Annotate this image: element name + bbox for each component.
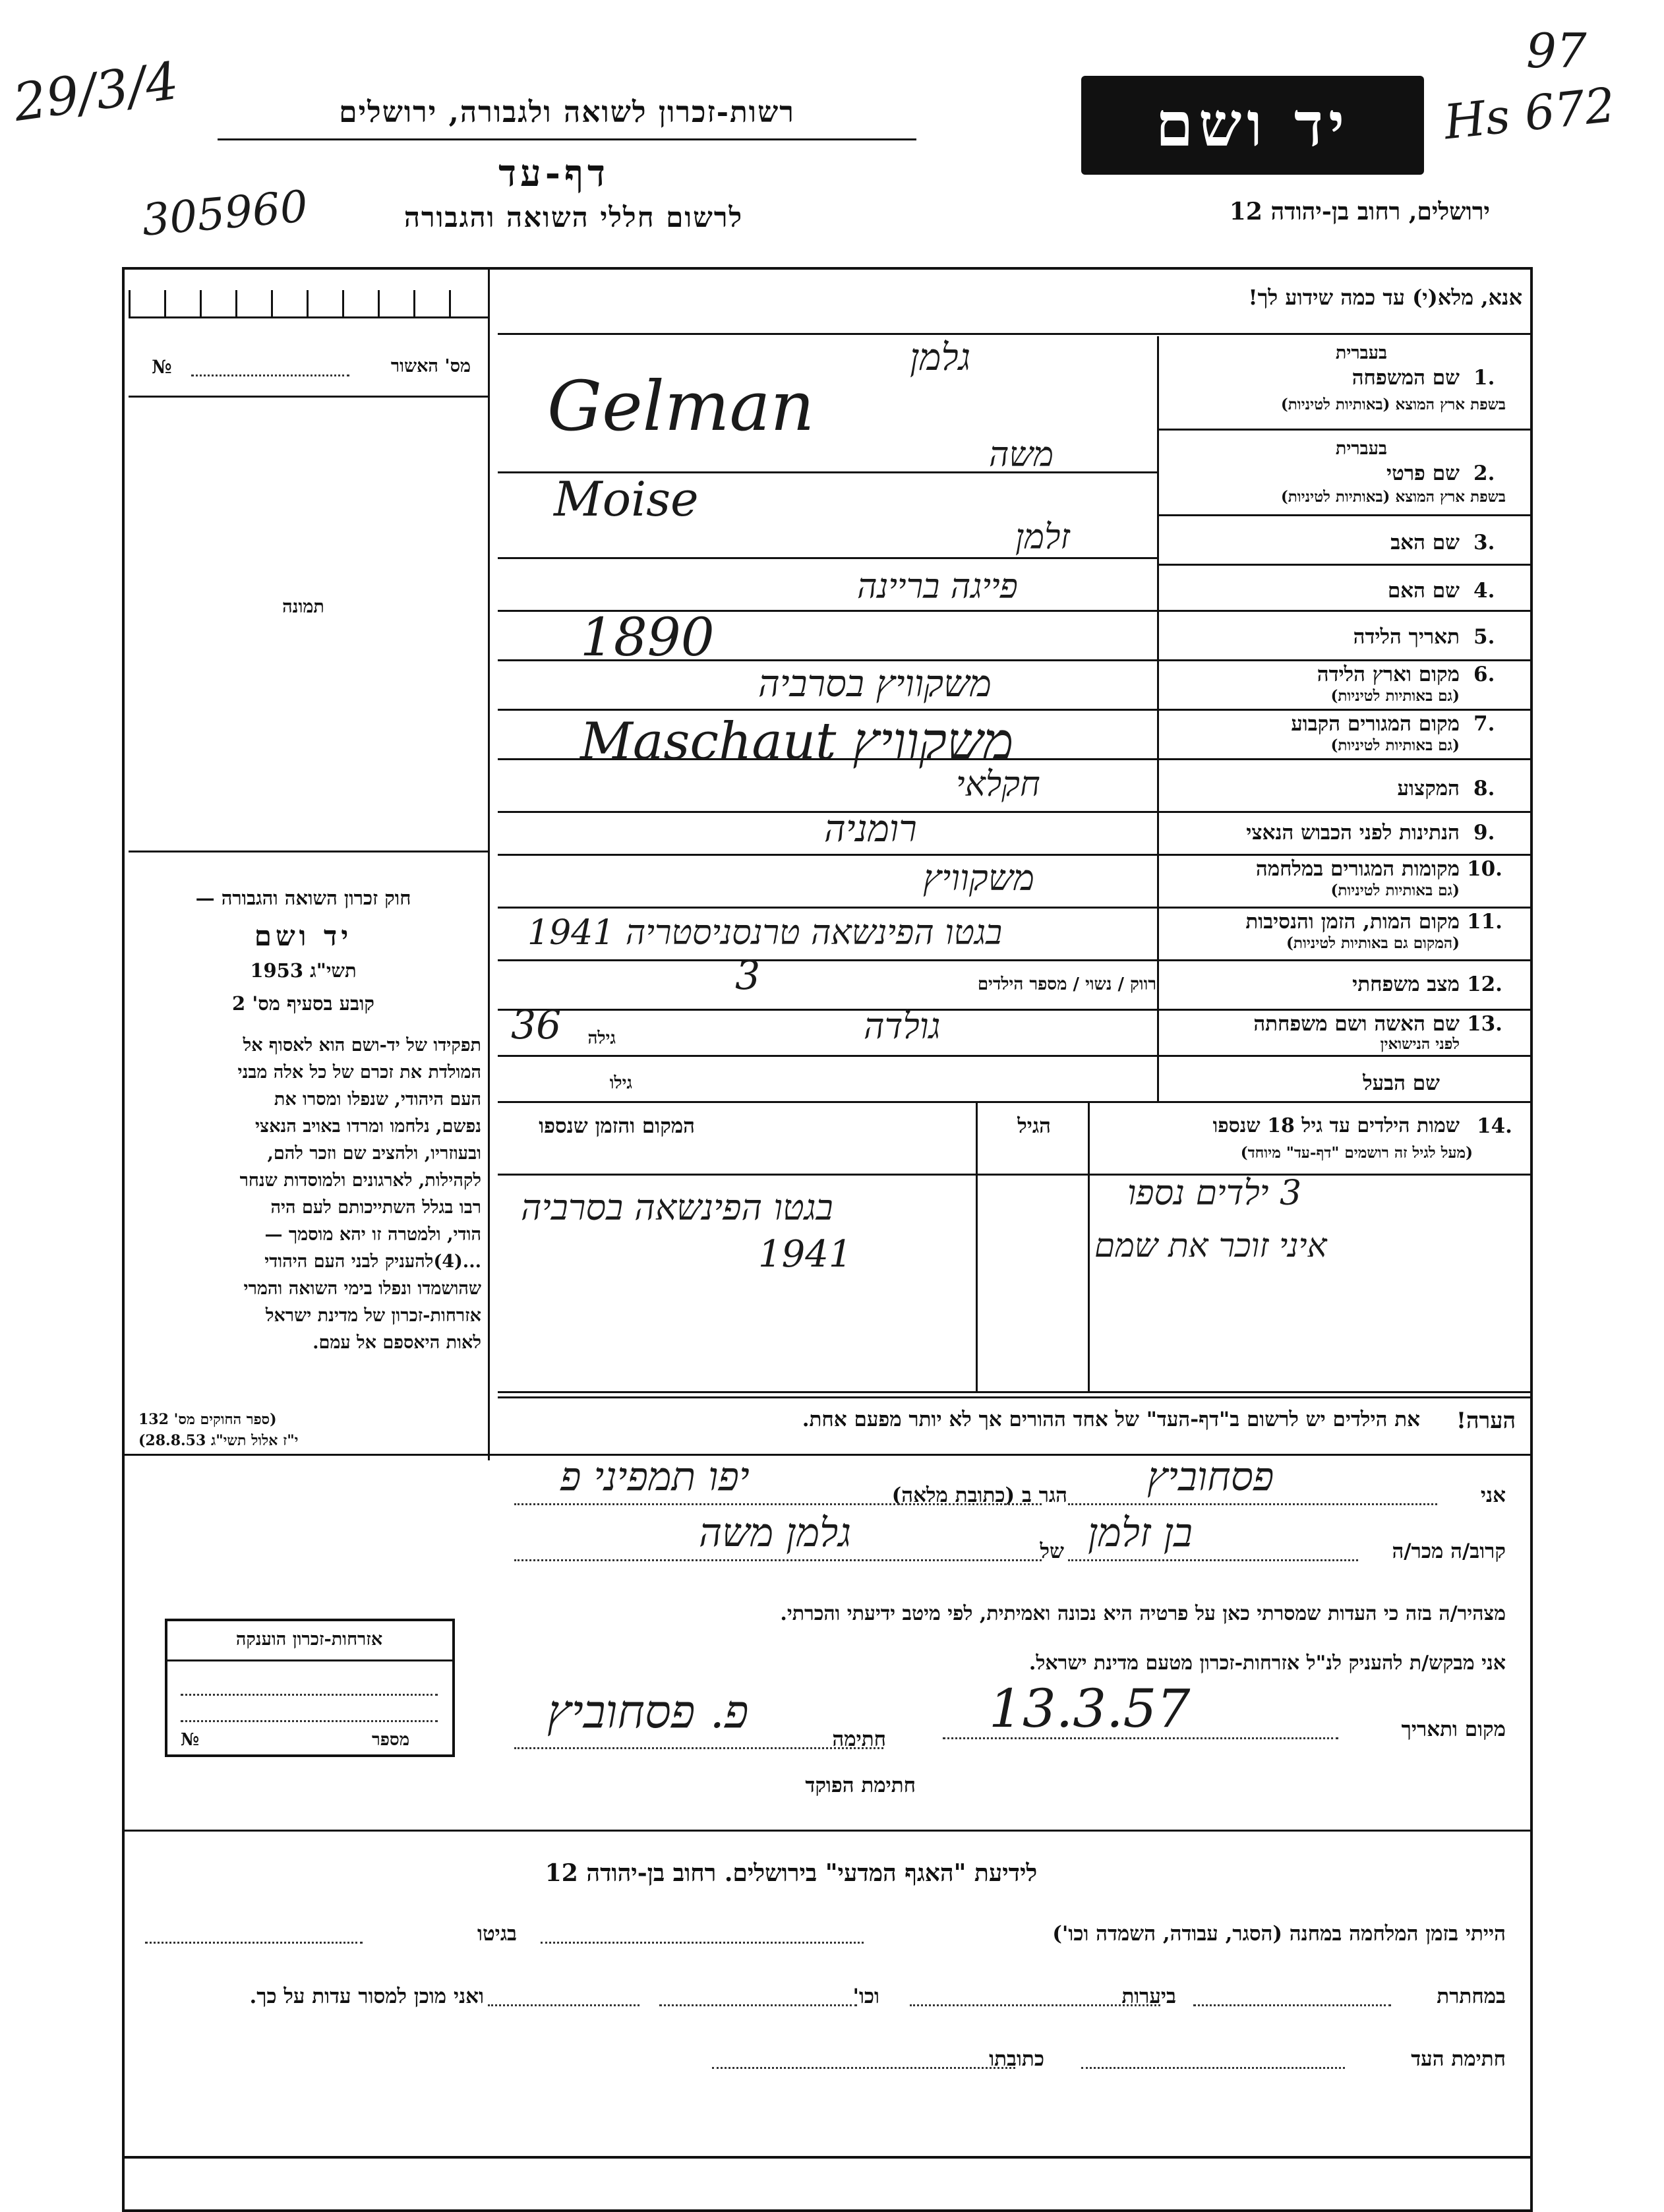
address: ירושלים, רחוב בן-יהודה 12 xyxy=(1229,198,1490,225)
field-2-label: שם פרטי xyxy=(1386,462,1460,485)
law-year: תשי"ג 1953 xyxy=(250,959,357,982)
witness-request: אני מבקש/ת להעניק לנ"ל אזרחות-זכרון מטעם מדינת ישראל. xyxy=(1028,1652,1506,1675)
field-9-value: רומניה xyxy=(824,808,917,851)
field-1-value-lat: Gelman xyxy=(547,366,815,446)
field-4-value: פייגה בריינה xyxy=(857,567,1018,607)
yad-vashem-logo: יד ושם xyxy=(1081,76,1424,175)
field-13-age-value: 36 xyxy=(511,1002,562,1048)
witness-declaration: מצהיר/ה בזה כי העדות שמסרתי כאן על פרטיה היא נכונה ואמיתית, לפי מיטב ידיעתי והכרתי. xyxy=(780,1602,1506,1625)
note-text: את הילדים יש לרשום ב"דף-העד" של אחד ההורים אך לא יותר מפעם אחת. xyxy=(802,1408,1420,1431)
field-7-value: Maschaut משקוויץ xyxy=(580,712,1014,771)
witness-i-label: אני xyxy=(1480,1483,1506,1507)
law-text: תפקידו של יד-ושם הוא לאסוף אל המולדת את זכרם של כל אלה מבני העם היהודי, שנפלו ומסרו את נפשם, נלחמו ומרדו באויב הנאצי ובעוזריו, ולהציב שם וזכר להם, לקהילות, לארגונים ולמוסדות שנחר רבו בגלל השתייכותם לעם היה הודי, ולמטרה זו יהא מוסמך — ...(4)להעניק לבני העם היהודי שהושמדו ונפלו בימי השואה והמרי אזרחות-זכרון של מדינת ישראל לאות היאספם אל עמם. xyxy=(237,1035,481,1353)
field-8-value: חקלאי xyxy=(956,765,1040,804)
field-11-sub: (המקום גם באותיות לטיניות) xyxy=(1286,934,1460,952)
field-10-num: 10. xyxy=(1467,857,1502,881)
field-1-label: שם המשפחה xyxy=(1352,366,1460,390)
witness-of-label: של xyxy=(1040,1539,1064,1563)
field-13-sub: לפני הנישואין xyxy=(1380,1035,1460,1053)
field-7-label: מקום המגורים הקבוע xyxy=(1291,712,1460,736)
field-1-num: 1. xyxy=(1473,366,1495,390)
field-9-label: הנתינות לפני הכבוש הנאצי xyxy=(1246,821,1460,845)
field-11-value: בגטו הפינשאה טרנסניסטריה 1941 xyxy=(527,913,1003,953)
approval-no-label: מס' האשור xyxy=(390,356,471,376)
field-2-num: 2. xyxy=(1473,462,1495,485)
handwritten-ref-midleft: 305960 xyxy=(140,181,310,246)
field-13-label: שם האשה ושם משפחתה xyxy=(1253,1012,1460,1036)
field-8-num: 8. xyxy=(1473,777,1495,800)
field-7-num: 7. xyxy=(1473,712,1495,736)
field-8-label: המקצוע xyxy=(1397,777,1460,800)
field-6-label: מקום וארץ הלידה xyxy=(1317,663,1460,686)
memorial-citizenship-box: אזרחות-זכרון הוענקה № מספר xyxy=(165,1619,455,1757)
law-clause: קובע בסעיף מס' 2 xyxy=(232,992,374,1015)
field-12-status-options: רווק / נשוי / מספר הילדים xyxy=(977,974,1156,994)
witness-relation-hand: בן זלמן xyxy=(1088,1510,1193,1556)
children-num: 14. xyxy=(1477,1114,1512,1138)
witness-relation-label: קרוב/ה מכר/ה xyxy=(1392,1539,1506,1563)
field-6-value: משקוויץ בסרביה xyxy=(758,663,992,705)
form-subtitle: לרשום חללי השואה והגבורה xyxy=(403,201,744,233)
children-hand-place: בגטו הפינשאה בסרביה xyxy=(521,1187,833,1228)
field-10-label: מקומות המגורים במלחמה xyxy=(1255,857,1460,881)
witness-address-hand: יפו תמפיני פ xyxy=(560,1454,750,1500)
field-12-label: מצב משפחתי xyxy=(1352,972,1460,996)
field-3-value: זלמן xyxy=(1015,518,1070,557)
field-1-sub: בשפת ארץ המוצא (באותיות לטיניות) xyxy=(1280,396,1506,413)
note-label: הערה! xyxy=(1456,1408,1516,1434)
field-5-num: 5. xyxy=(1473,625,1495,649)
footer-line1-b: בגיטו xyxy=(477,1922,517,1946)
footer-line2-b: ביערות xyxy=(1121,1985,1176,2008)
official-sig-label: חתימת הפוקד xyxy=(805,1774,916,1797)
handwritten-ref-topleft: 29/3/4 xyxy=(9,51,183,134)
children-label: שמות הילדים עד גיל 18 שנספו xyxy=(1212,1114,1460,1137)
children-hand-names-1: 3 ילדים נספו xyxy=(1127,1174,1302,1213)
form-title: דף-עד xyxy=(498,152,609,195)
field-4-label: שם האם xyxy=(1387,579,1460,603)
field-11-label: מקום המות, הזמן והנסיבות xyxy=(1245,910,1460,934)
footer-line3-b: כתובתו xyxy=(989,2047,1044,2071)
field-6-sub: (גם באותיות לטיניות) xyxy=(1330,687,1460,705)
place-date-hand: 13.3.57 xyxy=(989,1678,1191,1739)
husband-label: שם הבעל xyxy=(1363,1071,1440,1095)
footer-title: לידיעת "האגף המדעי" בירושלים. רחוב בן-יהודה 12 xyxy=(545,1859,1038,1887)
field-2-heb-tag: בעברית xyxy=(1335,438,1387,459)
footer-line1-a: הייתי בזמן המלחמה במחנה (הסגר, עבודה, השמדה וכו') xyxy=(1052,1922,1506,1946)
field-12-value: 3 xyxy=(735,953,761,999)
children-place-col: המקום והזמן שנספו xyxy=(539,1114,695,1138)
field-4-num: 4. xyxy=(1473,579,1495,603)
children-age-col: הגיל xyxy=(1017,1114,1051,1138)
field-12-num: 12. xyxy=(1467,972,1502,996)
law-ref-2: י"ז אלול תשי"ג 28.8.53) xyxy=(138,1432,299,1449)
witness-of-hand: גלמן משה xyxy=(699,1510,852,1556)
instruction: אנא, מלא(י) עד כמה שידוע לך! xyxy=(1248,285,1522,310)
approval-no-symbol: № xyxy=(152,356,172,378)
footer-line3-a: חתימת העד xyxy=(1411,2047,1506,2071)
field-2-sub: בשפת ארץ המוצא (באותיות לטיניות) xyxy=(1280,488,1506,506)
signature-hand: פ. פסחוביץ xyxy=(547,1685,749,1739)
handwritten-ref-topright-1: 97 xyxy=(1526,23,1587,78)
footer-line2-c: וכו' xyxy=(852,1985,879,2008)
field-2-value-lat: Moise xyxy=(554,471,699,527)
field-6-num: 6. xyxy=(1473,663,1495,686)
field-5-label: תאריך הלידה xyxy=(1353,625,1460,649)
children-sub: (מעל לגיל זה רושמים "דף-עד" מיוחד) xyxy=(1240,1144,1473,1162)
field-3-num: 3. xyxy=(1473,531,1495,554)
org-line: רשות-זכרון לשואה ולגבורה, ירושלים xyxy=(339,96,795,129)
children-hand-year: 1941 xyxy=(758,1233,852,1276)
field-5-value: 1890 xyxy=(580,607,715,668)
field-13-value: גולדה xyxy=(864,1005,941,1047)
signature-label: חתימה xyxy=(832,1727,886,1751)
field-2-value-heb: משה xyxy=(989,435,1054,475)
field-11-num: 11. xyxy=(1467,910,1502,934)
witness-resides-label: הגר ב (כתובת מלאה) xyxy=(891,1483,1067,1507)
law-name: יד ושם xyxy=(254,920,353,952)
field-10-sub: (גם באותיות לטיניות) xyxy=(1330,882,1460,899)
footer-line2-a: במחתרת xyxy=(1437,1985,1506,2008)
tick-strip xyxy=(129,290,485,316)
handwritten-ref-topright-2: Hs 672 xyxy=(1441,76,1618,150)
law-ref-1: (ספר החוקים מס' 132 xyxy=(138,1411,277,1428)
field-7-sub: (גם באותיות לטיניות) xyxy=(1330,736,1460,754)
footer-line2-d: ואני מוכן למסור עדות על כך. xyxy=(249,1985,484,2008)
husband-age-label: גילו xyxy=(609,1073,632,1093)
place-date-label: מקום ותאריך xyxy=(1401,1718,1506,1741)
field-13-age-label: גילה xyxy=(587,1029,616,1048)
field-1-value-heb: גלמן xyxy=(910,336,971,379)
photo-label: תמונה xyxy=(282,597,324,617)
field-10-value: משקוויץ xyxy=(923,857,1035,899)
law-title: חוק זכרון השואה והגבורה — xyxy=(195,887,411,909)
field-13-num: 13. xyxy=(1467,1012,1502,1036)
field-1-heb-tag: בעברית xyxy=(1335,343,1387,363)
field-3-label: שם האב xyxy=(1390,531,1460,554)
field-9-num: 9. xyxy=(1473,821,1495,845)
witness-name-hand: פסחוביץ xyxy=(1147,1454,1274,1500)
children-hand-names-2: איני זוכר את שמם xyxy=(1094,1226,1327,1265)
